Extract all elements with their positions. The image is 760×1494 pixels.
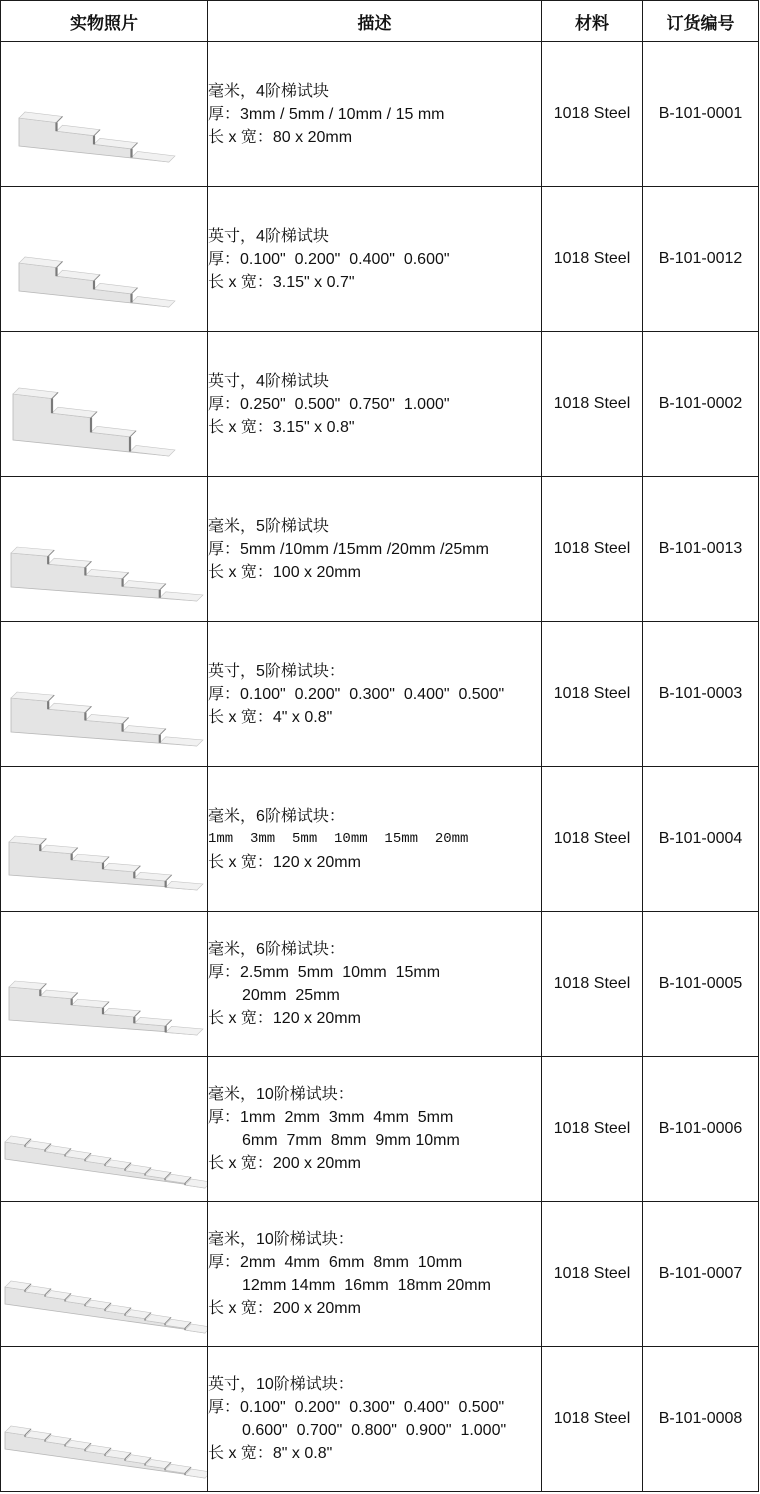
product-photo <box>1 1057 208 1202</box>
table-row <box>1 622 759 767</box>
step-block-photo-icon <box>1 1347 207 1491</box>
material-cell: 1018 Steel <box>542 332 643 477</box>
product-photo <box>1 332 208 477</box>
description-line: 6mm 7mm 8mm 9mm 10mm <box>242 1132 460 1149</box>
product-description <box>208 767 542 912</box>
product-description <box>208 1057 542 1202</box>
order-number-cell: B-101-0003 <box>643 622 759 767</box>
description-line: 1mm 3mm 5mm 10mm 15mm 20mm <box>208 830 469 847</box>
description-line: 长 x 宽：8" x 0.8" <box>208 1445 333 1462</box>
description-line: 英寸，4阶梯试块 <box>208 372 329 390</box>
material-cell: 1018 Steel <box>542 622 643 767</box>
table-row <box>1 767 759 912</box>
description-line: 长 x 宽：120 x 20mm <box>208 853 361 871</box>
description-line: 厚：5mm /10mm /15mm /20mm /25mm <box>208 540 489 558</box>
table-row <box>1 42 759 187</box>
description-line: 英寸，5阶梯试块： <box>208 662 345 680</box>
step-block-photo-icon <box>1 767 207 911</box>
description-line: 长 x 宽：100 x 20mm <box>208 563 361 581</box>
order-number-cell: B-101-0007 <box>643 1202 759 1347</box>
product-photo <box>1 912 208 1057</box>
description-line: 长 x 宽：3.15" x 0.7" <box>208 273 355 291</box>
description-line: 毫米，5阶梯试块 <box>208 517 329 535</box>
description-line: 长 x 宽：120 x 20mm <box>208 1010 361 1027</box>
description-line: 厚：0.100" 0.200" 0.300" 0.400" 0.500" <box>208 1399 505 1416</box>
step-block-photo-icon <box>1 42 207 186</box>
order-number-cell: B-101-0005 <box>643 912 759 1057</box>
description-line: 毫米，10阶梯试块： <box>208 1086 354 1103</box>
order-number-cell: B-101-0012 <box>643 187 759 332</box>
step-block-photo-icon <box>1 332 207 476</box>
product-description <box>208 42 542 187</box>
description-line: 长 x 宽：3.15" x 0.8" <box>208 418 355 436</box>
description-line: 12mm 14mm 16mm 18mm 20mm <box>242 1277 491 1294</box>
header-order-number: 订货编号 <box>643 1 759 42</box>
description-line: 毫米，4阶梯试块 <box>208 82 329 100</box>
description-line: 长 x 宽：4" x 0.8" <box>208 708 333 726</box>
product-description <box>208 1202 542 1347</box>
product-description <box>208 477 542 622</box>
step-block-photo-icon <box>1 912 207 1056</box>
product-description <box>208 622 542 767</box>
step-block-photo-icon <box>1 1202 207 1346</box>
step-block-photo-icon <box>1 622 207 766</box>
order-number-cell: B-101-0008 <box>643 1347 759 1492</box>
header-material: 材料 <box>542 1 643 42</box>
description-line: 长 x 宽：200 x 20mm <box>208 1300 361 1317</box>
description-line: 英寸，4阶梯试块 <box>208 227 329 245</box>
step-block-photo-icon <box>1 477 207 621</box>
product-photo <box>1 1202 208 1347</box>
description-line: 厚：3mm / 5mm / 10mm / 15 mm <box>208 105 445 123</box>
description-line: 英寸，10阶梯试块： <box>208 1376 354 1393</box>
product-photo <box>1 767 208 912</box>
material-cell: 1018 Steel <box>542 912 643 1057</box>
order-number-cell: B-101-0001 <box>643 42 759 187</box>
material-cell: 1018 Steel <box>542 42 643 187</box>
table-row <box>1 1347 759 1492</box>
description-line: 长 x 宽：80 x 20mm <box>208 128 353 146</box>
header-photo: 实物照片 <box>1 1 208 42</box>
description-line: 毫米，10阶梯试块： <box>208 1231 354 1248</box>
table-row <box>1 1202 759 1347</box>
product-photo <box>1 622 208 767</box>
table-row <box>1 477 759 622</box>
material-cell: 1018 Steel <box>542 1057 643 1202</box>
order-number-cell: B-101-0002 <box>643 332 759 477</box>
description-line: 厚：0.250" 0.500" 0.750" 1.000" <box>208 395 450 413</box>
step-block-photo-icon <box>1 187 207 331</box>
material-cell: 1018 Steel <box>542 187 643 332</box>
order-number-cell: B-101-0013 <box>643 477 759 622</box>
product-photo <box>1 477 208 622</box>
description-line: 厚：0.100" 0.200" 0.300" 0.400" 0.500" <box>208 685 505 703</box>
description-line: 厚：1mm 2mm 3mm 4mm 5mm <box>208 1109 454 1126</box>
description-line: 厚：2mm 4mm 6mm 8mm 10mm <box>208 1254 463 1271</box>
material-cell: 1018 Steel <box>542 1347 643 1492</box>
description-line: 厚：0.100" 0.200" 0.400" 0.600" <box>208 250 450 268</box>
material-cell: 1018 Steel <box>542 767 643 912</box>
product-description <box>208 332 542 477</box>
material-cell: 1018 Steel <box>542 477 643 622</box>
description-line: 毫米，6阶梯试块： <box>208 941 345 958</box>
product-photo <box>1 1347 208 1492</box>
header-description: 描述 <box>208 1 542 42</box>
product-photo <box>1 187 208 332</box>
table-row <box>1 332 759 477</box>
step-block-photo-icon <box>1 1057 207 1201</box>
material-cell: 1018 Steel <box>542 1202 643 1347</box>
table-row <box>1 187 759 332</box>
product-description <box>208 1347 542 1492</box>
description-line: 长 x 宽：200 x 20mm <box>208 1155 361 1172</box>
description-line: 毫米，6阶梯试块： <box>208 807 345 825</box>
product-description <box>208 912 542 1057</box>
header-row <box>1 1 759 42</box>
order-number-cell: B-101-0004 <box>643 767 759 912</box>
description-line: 20mm 25mm <box>242 987 340 1004</box>
table-row <box>1 912 759 1057</box>
product-description <box>208 187 542 332</box>
product-photo <box>1 42 208 187</box>
table-row <box>1 1057 759 1202</box>
description-line: 厚：2.5mm 5mm 10mm 15mm <box>208 964 441 981</box>
order-number-cell: B-101-0006 <box>643 1057 759 1202</box>
description-line: 0.600" 0.700" 0.800" 0.900" 1.000" <box>242 1422 507 1439</box>
